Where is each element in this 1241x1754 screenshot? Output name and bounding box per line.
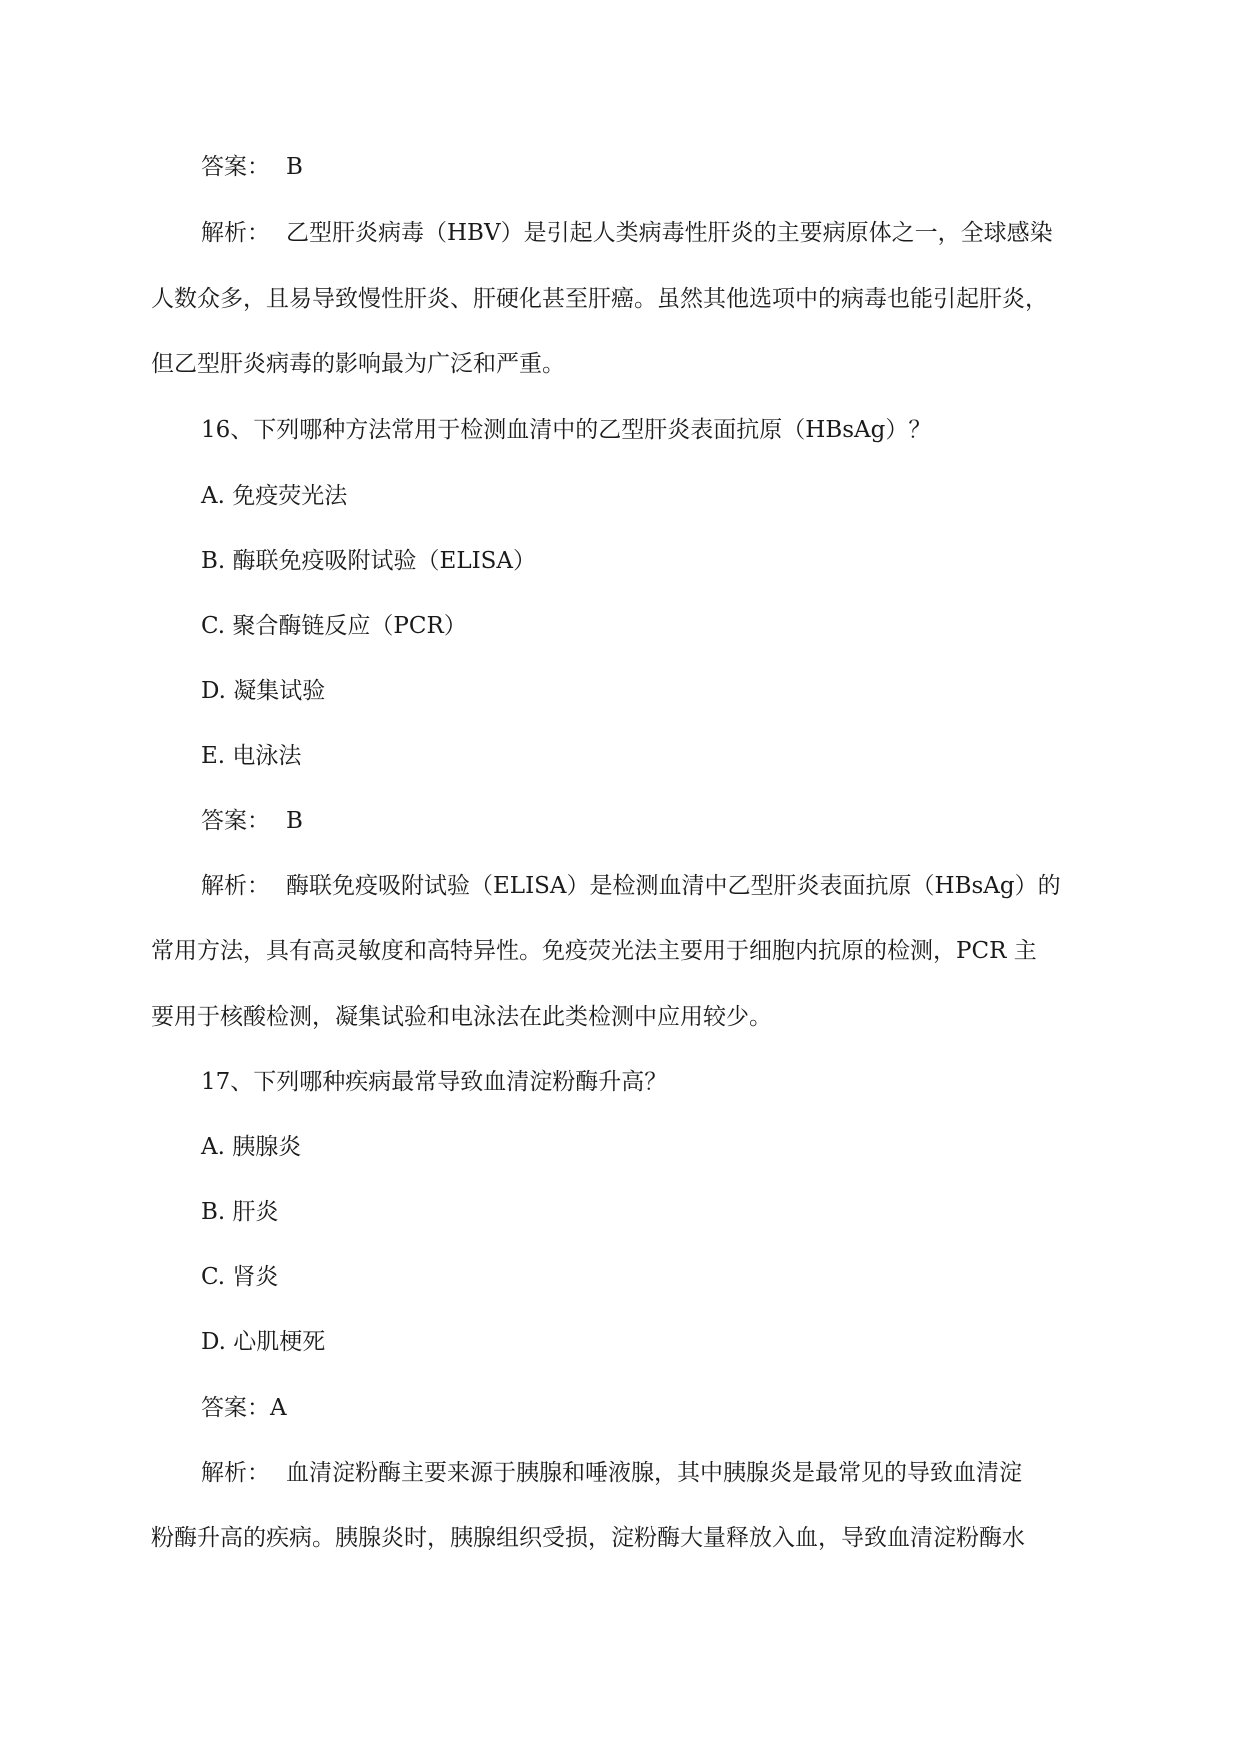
answer-label: 答案：	[201, 154, 270, 180]
q17-option-c: C. 肾炎	[201, 1264, 279, 1290]
q16-analysis-line-1	[201, 871, 1061, 901]
q17-question: 17、下列哪种疾病最常导致血清淀粉酶升高？	[201, 1069, 668, 1095]
answer-label: 答案：	[201, 808, 270, 834]
q16-option-b: B. 酶联免疫吸附试验（ELISA）	[201, 548, 537, 574]
q15-analysis-line-1	[201, 218, 1053, 248]
q16-option-d: D. 凝集试验	[201, 678, 326, 704]
q15-analysis-line-2: 人数众多，且易导致慢性肝炎、肝硬化甚至肝癌。虽然其他选项中的病毒也能引起肝炎，	[151, 286, 1048, 312]
analysis-text: 酶联免疫吸附试验（ELISA）是检测血清中乙型肝炎表面抗原（HBsAg）的	[286, 873, 1061, 899]
analysis-text: 乙型肝炎病毒（HBV）是引起人类病毒性肝炎的主要病原体之一，全球感染	[286, 220, 1053, 246]
answer-value: B	[286, 154, 303, 180]
q15-answer	[201, 152, 303, 182]
q16-analysis-line-3: 要用于核酸检测，凝集试验和电泳法在此类检测中应用较少。	[151, 1004, 772, 1030]
q17-analysis-line-1	[201, 1458, 1022, 1488]
q17-answer	[201, 1393, 287, 1423]
q17-option-a: A. 胰腺炎	[201, 1134, 302, 1160]
q15-analysis-line-3: 但乙型肝炎病毒的影响最为广泛和严重。	[151, 351, 565, 377]
answer-value: A	[270, 1395, 287, 1421]
analysis-text: 血清淀粉酶主要来源于胰腺和唾液腺，其中胰腺炎是最常见的导致血清淀	[286, 1460, 1022, 1486]
q16-option-a: A. 免疫荧光法	[201, 483, 348, 509]
q17-option-b: B. 肝炎	[201, 1199, 279, 1225]
analysis-label: 解析：	[201, 873, 270, 899]
q17-analysis-line-2: 粉酶升高的疾病。胰腺炎时，胰腺组织受损，淀粉酶大量释放入血，导致血清淀粉酶水	[151, 1525, 1025, 1551]
q16-answer	[201, 806, 303, 836]
answer-label: 答案：	[201, 1395, 270, 1421]
answer-value: B	[286, 808, 303, 834]
q16-question: 16、下列哪种方法常用于检测血清中的乙型肝炎表面抗原（HBsAg）？	[201, 417, 932, 443]
q17-option-d: D. 心肌梗死	[201, 1329, 326, 1355]
q16-option-e: E. 电泳法	[201, 743, 302, 769]
q16-option-c: C. 聚合酶链反应（PCR）	[201, 613, 467, 639]
q16-analysis-line-2: 常用方法，具有高灵敏度和高特异性。免疫荧光法主要用于细胞内抗原的检测，PCR 主	[151, 938, 1037, 964]
analysis-label: 解析：	[201, 220, 270, 246]
analysis-label: 解析：	[201, 1460, 270, 1486]
